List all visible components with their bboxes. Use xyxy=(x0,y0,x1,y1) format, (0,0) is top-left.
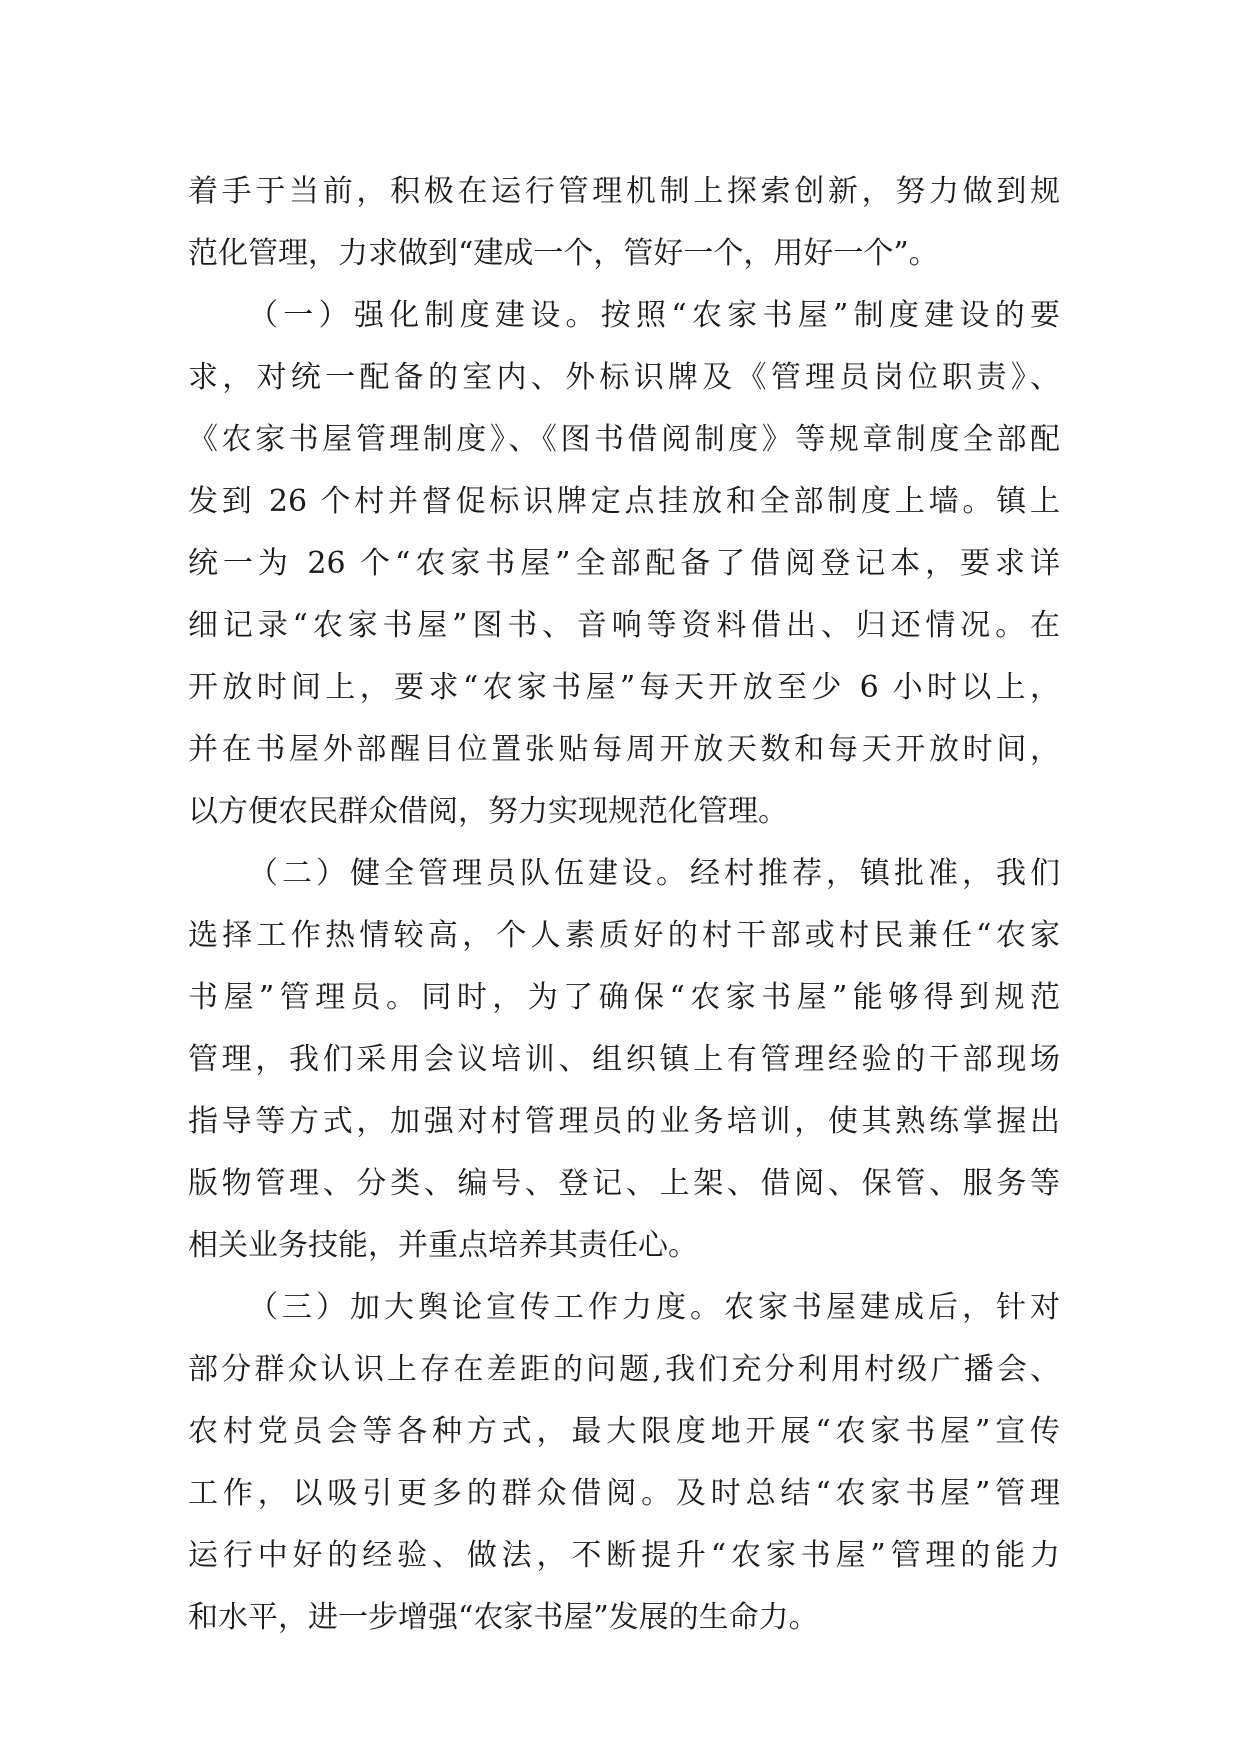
section-heading-line: （一）强化制度建设。按照“农家书屋”制度建设的要 xyxy=(248,298,1060,333)
text-line: 选择工作热情较高，个人素质好的村干部或村民兼任“农家 xyxy=(188,918,1060,953)
text-line: 工作，以吸引更多的群众借阅。及时总结“农家书屋”管理 xyxy=(188,1476,1060,1511)
text-line: 开放时间上，要求“农家书屋”每天开放至少 6 小时以上， xyxy=(188,670,1060,705)
text-line: 着手于当前，积极在运行管理机制上探索创新，努力做到规 xyxy=(188,174,1060,209)
paragraph-intro xyxy=(188,161,1060,285)
text-line: 以方便农民群众借阅，努力实现规范化管理。 xyxy=(188,794,788,829)
text-line: 范化管理，力求做到“建成一个，管好一个，用好一个”。 xyxy=(188,236,939,271)
text-line: 求，对统一配备的室内、外标识牌及《管理员岗位职责》、 xyxy=(188,360,1060,395)
text-line: 和水平，进一步增强“农家书屋”发展的生命力。 xyxy=(188,1600,819,1635)
paragraph-section-1 xyxy=(188,285,1060,843)
text-line: 指导等方式，加强对村管理员的业务培训，使其熟练掌握出 xyxy=(188,1104,1060,1139)
document-body xyxy=(188,161,1060,1649)
text-line: 版物管理、分类、编号、登记、上架、借阅、保管、服务等 xyxy=(188,1166,1060,1201)
text-line: 发到 26 个村并督促标识牌定点挂放和全部制度上墙。镇上 xyxy=(188,484,1060,519)
paragraph-section-2 xyxy=(188,843,1060,1277)
text-line: 相关业务技能，并重点培养其责任心。 xyxy=(188,1228,698,1263)
text-line: 运行中好的经验、做法，不断提升“农家书屋”管理的能力 xyxy=(188,1538,1060,1573)
paragraph-section-3 xyxy=(188,1277,1060,1649)
text-line: 农村党员会等各种方式，最大限度地开展“农家书屋”宣传 xyxy=(188,1414,1060,1449)
text-line: 管理，我们采用会议培训、组织镇上有管理经验的干部现场 xyxy=(188,1042,1060,1077)
text-line: 并在书屋外部醒目位置张贴每周开放天数和每天开放时间， xyxy=(188,732,1060,767)
text-line: 书屋”管理员。同时，为了确保“农家书屋”能够得到规范 xyxy=(188,980,1060,1015)
text-line: 《农家书屋管理制度》、《图书借阅制度》等规章制度全部配 xyxy=(188,422,1060,457)
text-line: 部分群众认识上存在差距的问题,我们充分利用村级广播会、 xyxy=(188,1352,1060,1387)
text-line: 统一为 26 个“农家书屋”全部配备了借阅登记本，要求详 xyxy=(188,546,1060,581)
text-line: 细记录“农家书屋”图书、音响等资料借出、归还情况。在 xyxy=(188,608,1060,643)
section-heading-line: （三）加大舆论宣传工作力度。农家书屋建成后，针对 xyxy=(248,1290,1060,1325)
section-heading-line: （二）健全管理员队伍建设。经村推荐，镇批准，我们 xyxy=(248,856,1060,891)
